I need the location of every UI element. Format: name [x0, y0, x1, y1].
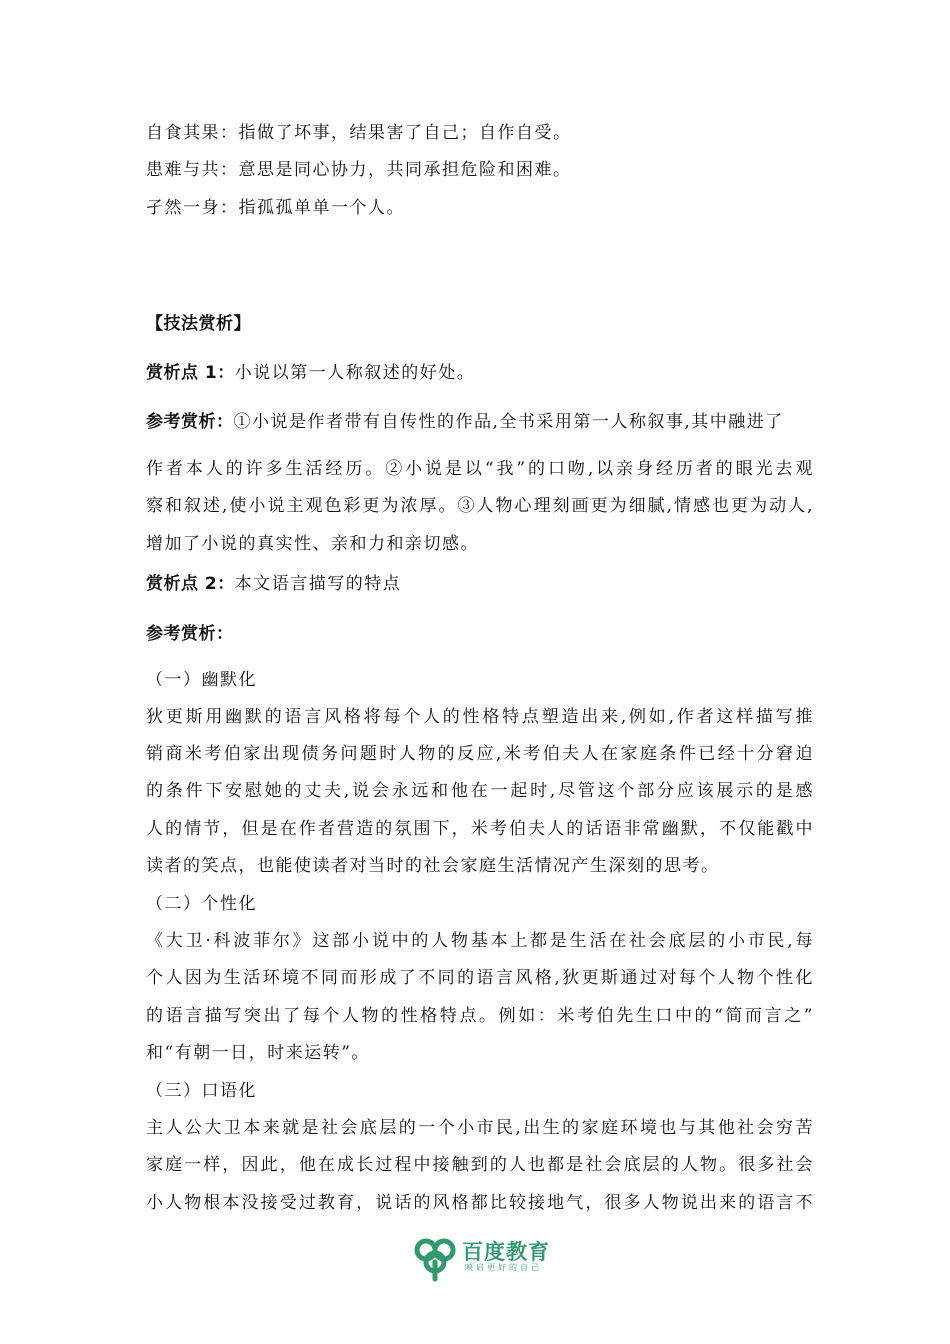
sub-3-line: 小人物根本没接受过教育，说话的风格都比较接地气，很多人物说出来的语言不: [146, 1193, 814, 1213]
sub-1-line: 人的情节，但是在作者营造的氛围下，米考伯夫人的话语非常幽默，不仅能戳中: [146, 819, 814, 839]
point-1-label: 赏析点 1：: [146, 363, 235, 383]
clover-logo-icon: [410, 1232, 460, 1282]
idiom-line-1: 自食其果：指做了坏事，结果害了自己；自作自受。: [146, 123, 572, 143]
sub-3-line: 家庭一样，因此，他在成长过程中接触到的人也都是社会底层的人物。很多社会: [146, 1155, 814, 1175]
section-title: 【技法赏析】: [146, 314, 251, 334]
ref-1-line: 增加了小说的真实性、亲和力和亲切感。: [146, 534, 479, 554]
ref-1-label: 参考赏析：: [146, 412, 234, 432]
sub-2-line: 和“有朝一日，时来运转”。: [146, 1043, 370, 1063]
baidu-education-logo: [410, 1232, 560, 1282]
ref-1-line: 察和叙述,使小说主观色彩更为浓厚。③人物心理刻画更为细腻,情感也更为动人,: [146, 496, 814, 516]
point-2-text: 本文语言描写的特点: [234, 574, 402, 594]
point-1-text: 小说以第一人称叙述的好处。: [234, 363, 476, 383]
point-1: [146, 361, 814, 385]
sub-1-line: 的条件下安慰她的丈夫,说会永远和他在一起时,尽管这个部分应该展示的是感: [146, 781, 814, 801]
ref-2-label: 参考赏析：: [146, 624, 234, 644]
sub-3-line: 主人公大卫本来就是社会底层的一个小市民,出生的家庭环境也与其他社会穷苦: [146, 1118, 814, 1138]
ref-1-first-line: [146, 410, 814, 434]
sub-1-line: 销商米考伯家出现债务问题时人物的反应,米考伯夫人在家庭条件已经十分窘迫: [146, 744, 814, 764]
sub-2-heading: （二）个性化: [146, 894, 257, 914]
brand-name: 百度教育: [462, 1240, 550, 1264]
idiom-line-3: 孑然一身：指孤孤单单一个人。: [146, 198, 405, 218]
ref-1-text: ①小说是作者带有自传性的作品,全书采用第一人称叙事,其中融进了: [233, 412, 784, 432]
sub-2-line: 的语言描写突出了每个人物的性格特点。例如：米考伯先生口中的“简而言之”: [146, 1006, 814, 1026]
sub-2-line: 《大卫·科波菲尔》这部小说中的人物基本上都是生活在社会底层的小市民,每: [146, 931, 814, 951]
sub-1-line: 狄更斯用幽默的语言风格将每个人的性格特点塑造出来,例如,作者这样描写推: [146, 707, 814, 727]
sub-2-line: 个人因为生活环境不同而形成了不同的语言风格,狄更斯通过对每个人物个性化: [146, 968, 814, 988]
ref-1-line: 作者本人的许多生活经历。②小说是以“我”的口吻,以亲身经历者的眼光去观: [146, 459, 814, 479]
sub-1-line: 读者的笑点，也能使读者对当时的社会家庭生活情况产生深刻的思考。: [146, 856, 720, 876]
idiom-line-2: 患难与共：意思是同心协力，共同承担危险和困难。: [146, 160, 572, 180]
point-2: [146, 572, 814, 596]
sub-1-heading: （一）幽默化: [146, 670, 257, 690]
point-2-label: 赏析点 2：: [146, 574, 235, 594]
sub-3-heading: （三）口语化: [146, 1081, 257, 1101]
brand-slogan: 映启更好的自己: [465, 1263, 542, 1272]
